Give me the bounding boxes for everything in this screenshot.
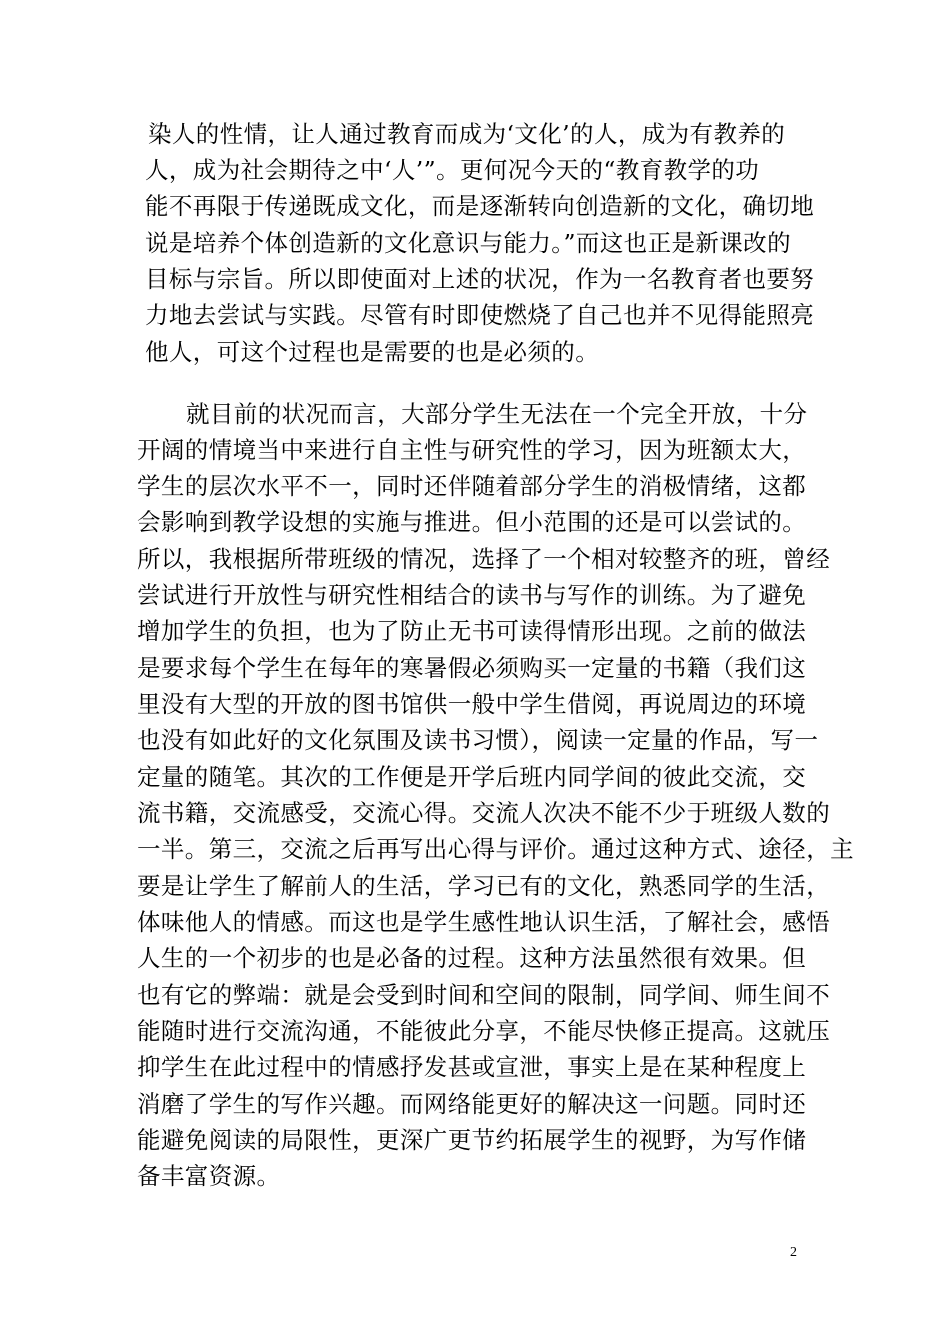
paragraph-line: 能不再限于传递既成文化，而是逐渐转向创造新的文化，确切地 bbox=[145, 192, 815, 220]
paragraph-line: 增加学生的负担，也为了防止无书可读得情形出现。之前的做法 bbox=[137, 617, 807, 645]
paragraph-line: 也有它的弊端：就是会受到时间和空间的限制，同学间、师生间不 bbox=[137, 981, 831, 1009]
paragraph-line: 抑学生在此过程中的情感抒发甚或宣泄，事实上是在某种程度上 bbox=[137, 1053, 807, 1081]
paragraph-line: 所以，我根据所带班级的情况，选择了一个相对较整齐的班，曾经 bbox=[137, 545, 831, 573]
paragraph-line: 就目前的状况而言，大部分学生无法在一个完全开放，十分 bbox=[186, 400, 808, 428]
paragraph-line: 体味他人的情感。而这也是学生感性地认识生活，了解社会，感悟 bbox=[137, 908, 831, 936]
paragraph-line: 要是让学生了解前人的生活，学习已有的文化，熟悉同学的生活， bbox=[137, 872, 831, 900]
paragraph-line: 染人的性情，让人通过教育而成为‘文化’的人，成为有教养的 bbox=[148, 120, 786, 148]
paragraph-line: 消磨了学生的写作兴趣。而网络能更好的解决这一问题。同时还 bbox=[137, 1090, 807, 1118]
paragraph-line: 人，成为社会期待之中‘人’”。更何况今天的“教育教学的功 bbox=[145, 156, 760, 184]
paragraph-line: 是要求每个学生在每年的寒暑假必须购买一定量的书籍（我们这 bbox=[137, 654, 807, 682]
paragraph-line: 一半。第三，交流之后再写出心得与评价。通过这种方式、途径，主 bbox=[137, 835, 854, 863]
paragraph-line: 人生的一个初步的也是必备的过程。这种方法虽然很有效果。但 bbox=[137, 944, 807, 972]
paragraph-line: 流书籍，交流感受，交流心得。交流人次决不能不少于班级人数的 bbox=[137, 799, 831, 827]
paragraph-line: 力地去尝试与实践。尽管有时即使燃烧了自己也并不见得能照亮 bbox=[145, 301, 815, 329]
paragraph-line: 目标与宗旨。所以即使面对上述的状况，作为一名教育者也要努 bbox=[145, 265, 815, 293]
paragraph-line: 定量的随笔。其次的工作便是开学后班内同学间的彼此交流，交 bbox=[137, 763, 807, 791]
paragraph-line: 也没有如此好的文化氛围及读书习惯），阅读一定量的作品，写一 bbox=[137, 726, 819, 754]
page-number: 2 bbox=[790, 1245, 797, 1260]
paragraph-line: 能避免阅读的局限性，更深广更节约拓展学生的视野，为写作储 bbox=[137, 1126, 807, 1154]
paragraph-line: 会影响到教学设想的实施与推进。但小范围的还是可以尝试的。 bbox=[137, 508, 807, 536]
paragraph-line: 里没有大型的开放的图书馆供一般中学生借阅，再说周边的环境 bbox=[137, 690, 807, 718]
paragraph-line: 他人，可这个过程也是需要的也是必须的。 bbox=[145, 338, 600, 366]
paragraph-line: 说是培养个体创造新的文化意识与能力。”而这也正是新课改的 bbox=[145, 229, 791, 257]
paragraph-line: 备丰富资源。 bbox=[137, 1162, 281, 1190]
paragraph-line: 学生的层次水平不一，同时还伴随着部分学生的消极情绪，这都 bbox=[137, 472, 807, 500]
paragraph-line: 尝试进行开放性与研究性相结合的读书与写作的训练。为了避免 bbox=[137, 581, 807, 609]
paragraph-line: 能随时进行交流沟通，不能彼此分享，不能尽快修正提高。这就压 bbox=[137, 1017, 831, 1045]
paragraph-line: 开阔的情境当中来进行自主性与研究性的学习，因为班额太大， bbox=[137, 436, 807, 464]
